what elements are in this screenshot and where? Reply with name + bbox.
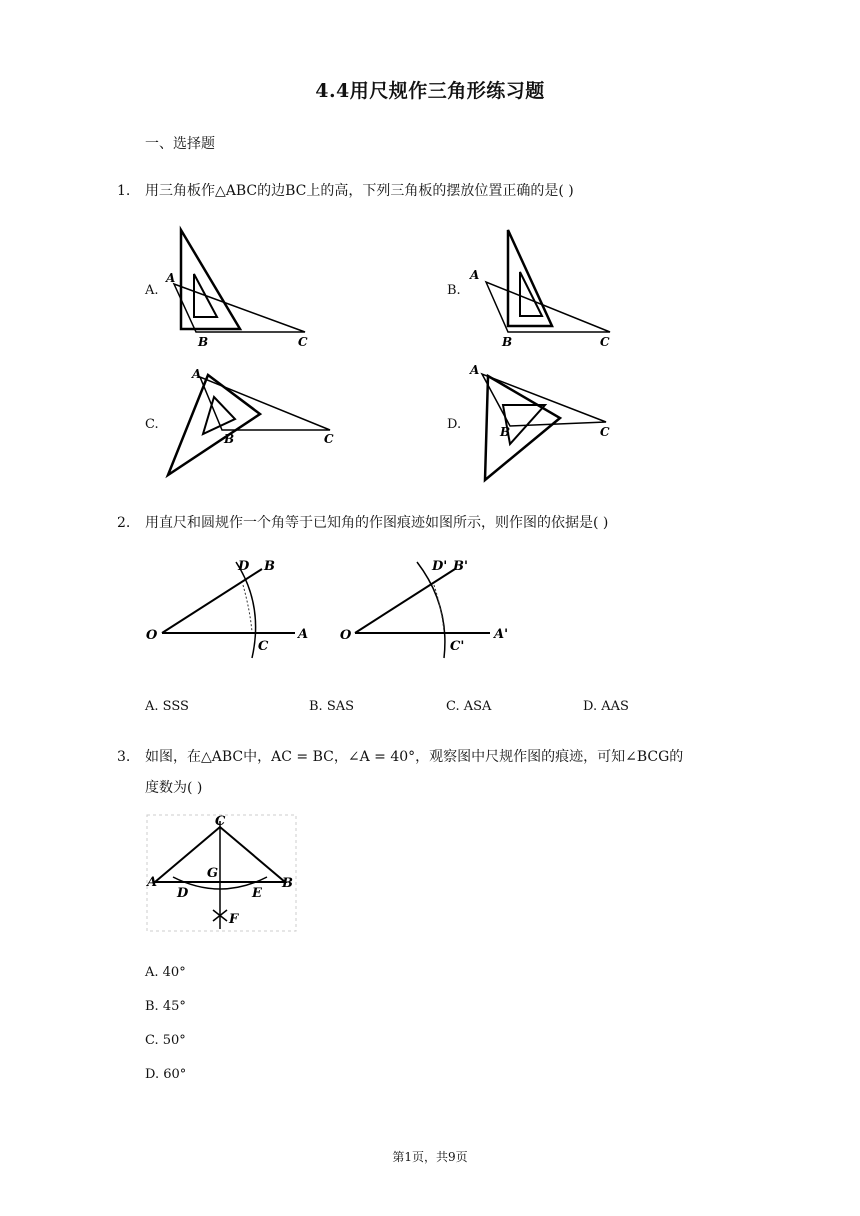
q3-option-b[interactable]: B. 45° <box>145 999 186 1014</box>
label-a: A <box>192 367 202 381</box>
q2-figure <box>140 550 520 665</box>
q1-option-d[interactable]: D. <box>447 417 462 432</box>
q1-option-b[interactable]: B. <box>447 283 461 298</box>
label-c: C <box>600 425 610 439</box>
q1-text: 用三角板作△ABC的边BC上的高，下列三角板的摆放位置正确的是( ) <box>145 183 574 199</box>
q2-option-d[interactable]: D. AAS <box>583 699 629 714</box>
q3-option-a[interactable]: A. 40° <box>145 965 186 980</box>
q3-option-c[interactable]: C. 50° <box>145 1033 186 1048</box>
q2-option-c[interactable]: C. ASA <box>446 699 492 714</box>
label-a: A <box>470 268 480 282</box>
label-a: A <box>166 271 176 285</box>
label-c: C <box>600 335 610 349</box>
q3-text-line2: 度数为( ) <box>145 780 203 796</box>
ray-o-b2 <box>355 569 455 633</box>
label-c: C <box>298 335 308 349</box>
label-a: A <box>147 875 158 890</box>
q3-figure <box>145 813 300 933</box>
q3-text-line1: 如图，在△ABC中，AC = BC，∠A = 40°，观察图中尺规作图的痕迹，可知∠BCG的 <box>145 749 684 765</box>
set-square-outer <box>168 375 260 475</box>
set-square-outer <box>485 376 560 480</box>
q1-figure-c <box>160 362 350 482</box>
label-b: B <box>264 559 275 574</box>
label-a: A <box>470 363 480 377</box>
label-d: D <box>238 559 250 574</box>
q3-option-d[interactable]: D. 60° <box>145 1067 187 1082</box>
label-a2: A' <box>494 627 509 642</box>
q1-option-a[interactable]: A. <box>145 283 159 298</box>
label-b: B <box>224 432 235 446</box>
q1-figure-d <box>460 358 630 488</box>
label-f: F <box>229 912 239 927</box>
label-d: D <box>177 886 189 901</box>
page-footer: 第1页，共9页 <box>392 1150 468 1164</box>
q2-option-b[interactable]: B. SAS <box>309 699 355 714</box>
label-b: B <box>282 876 293 891</box>
q2-text: 用直尺和圆规作一个角等于已知角的作图痕迹如图所示，则作图的依据是( ) <box>145 515 609 531</box>
triangle-abc <box>482 374 606 426</box>
label-o2: O <box>340 628 352 643</box>
q1-figure-b <box>460 222 620 352</box>
q1-option-c[interactable]: C. <box>145 417 159 432</box>
label-c2: C' <box>450 639 465 654</box>
q1-figure-a <box>160 222 320 352</box>
set-square-inner <box>203 397 235 434</box>
q2-option-a[interactable]: A. SSS <box>145 699 189 714</box>
label-c: C <box>324 432 334 446</box>
label-c: C <box>215 814 226 829</box>
set-square-outer <box>508 230 552 326</box>
set-square-outer <box>181 230 240 329</box>
q2-number: 2. <box>117 515 131 531</box>
label-g: G <box>207 866 219 881</box>
label-c: C <box>258 639 269 654</box>
label-o: O <box>146 628 158 643</box>
label-a: A <box>298 627 309 642</box>
label-b: B <box>502 335 513 349</box>
q1-number: 1. <box>117 183 131 199</box>
page-title: 4.4用尺规作三角形练习题 <box>315 80 545 102</box>
label-b: B <box>500 425 511 439</box>
label-b2: B' <box>453 559 468 574</box>
triangle-abc <box>486 282 610 332</box>
section-heading: 一、选择题 <box>145 136 215 152</box>
label-d2: D' <box>432 559 448 574</box>
label-e: E <box>252 886 262 901</box>
construction-arc <box>236 562 256 658</box>
q3-number: 3. <box>117 749 131 765</box>
label-b: B <box>198 335 209 349</box>
